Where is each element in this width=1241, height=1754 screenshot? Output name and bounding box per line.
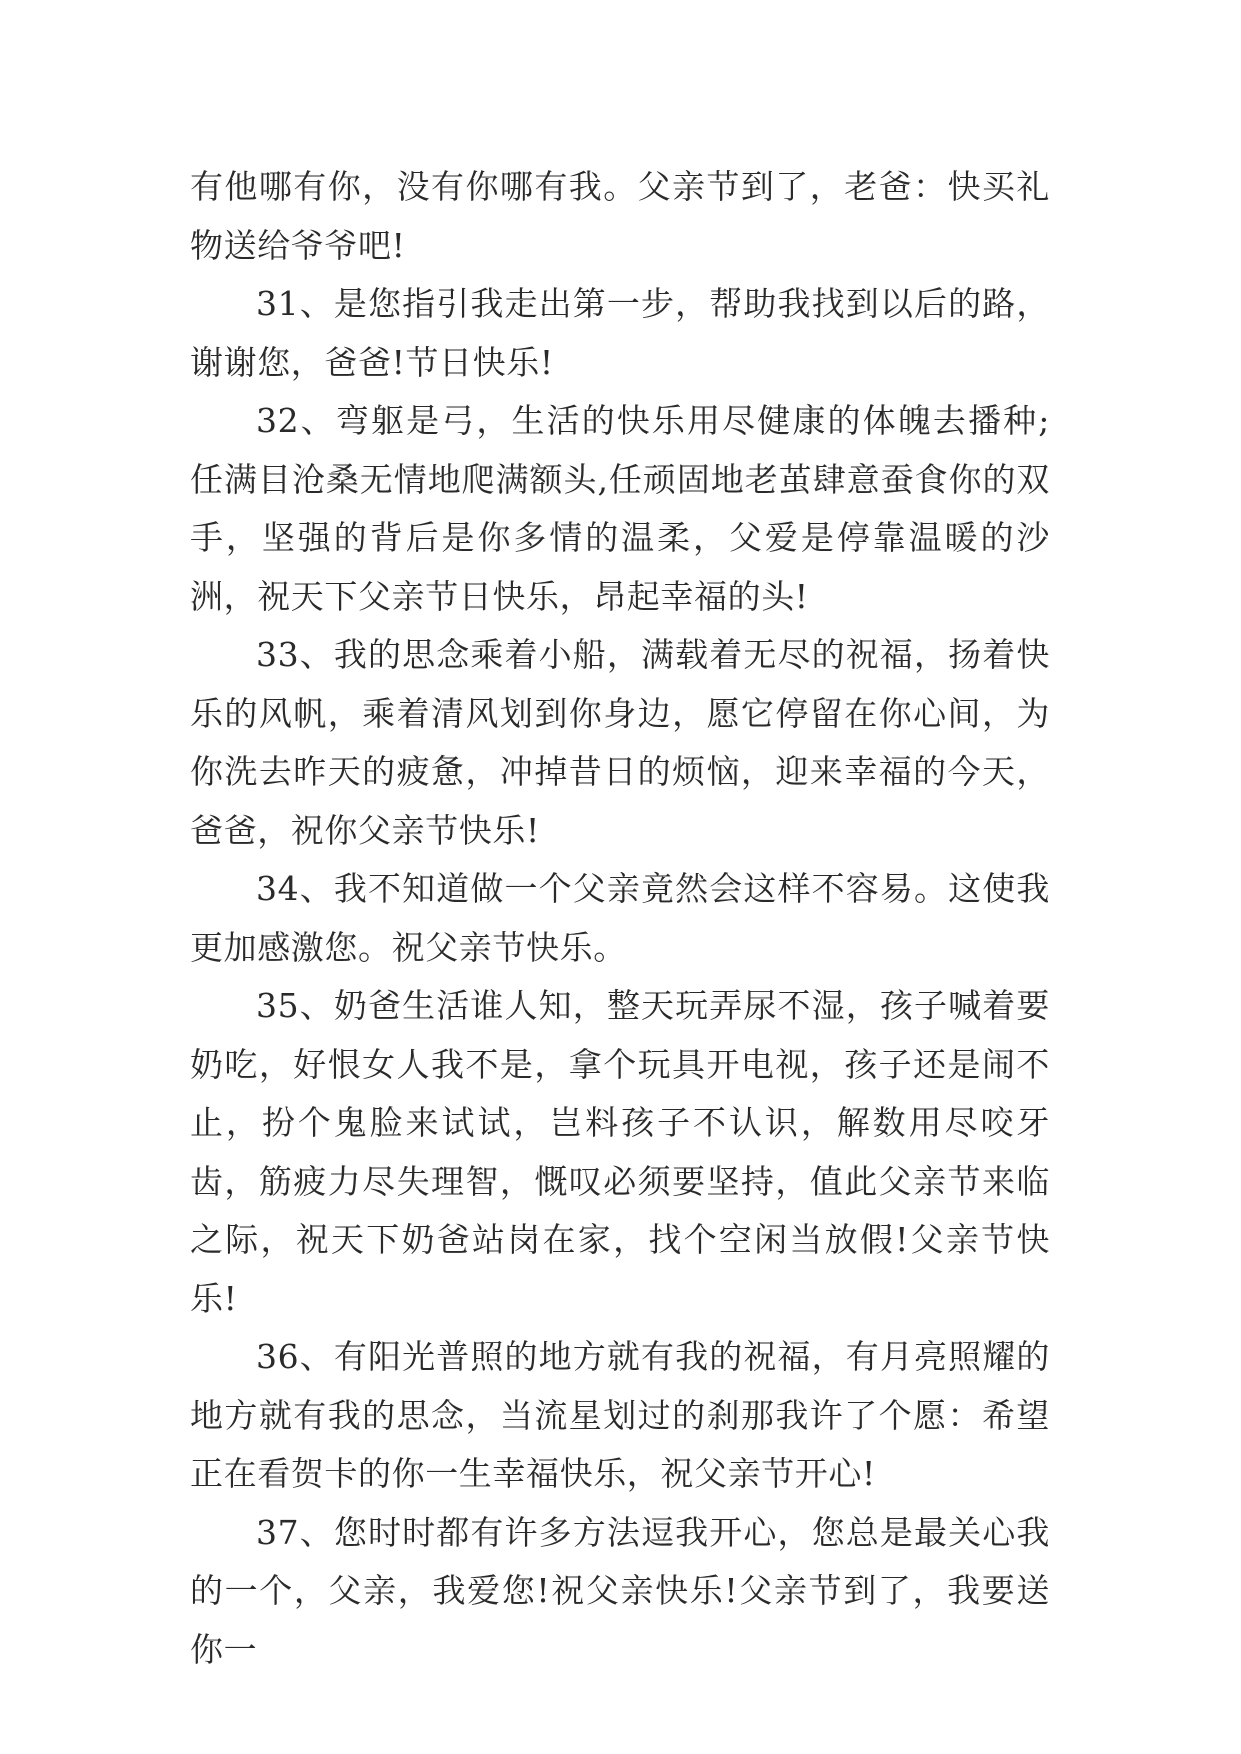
paragraph-31: 31、是您指引我走出第一步，帮助我找到以后的路，谢谢您，爸爸!节日快乐! bbox=[190, 284, 1050, 382]
paragraph-36: 36、有阳光普照的地方就有我的祝福，有月亮照耀的地方就有我的思念，当流星划过的刹那我许了个愿：希望正在看贺卡的你一生幸福快乐，祝父亲节开心! bbox=[190, 1337, 1050, 1493]
paragraph-37: 37、您时时都有许多方法逗我开心，您总是最关心我的一个，父亲，我爱您!祝父亲快乐!父亲节到了，我要送你一 bbox=[190, 1512, 1050, 1669]
document-body bbox=[190, 158, 1050, 1679]
paragraph-33: 33、我的思念乘着小船，满载着无尽的祝福，扬着快乐的风帆，乘着清风划到你身边，愿它停留在你心间，为你洗去昨天的疲惫，冲掉昔日的烦恼，迎来幸福的今天，爸爸，祝你父亲节快乐! bbox=[190, 635, 1050, 850]
paragraph-continuation: 有他哪有你，没有你哪有我。父亲节到了，老爸：快买礼物送给爷爷吧! bbox=[190, 167, 1050, 265]
paragraph-35: 35、奶爸生活谁人知，整天玩弄尿不湿，孩子喊着要奶吃，好恨女人我不是，拿个玩具开电视，孩子还是闹不止，扮个鬼脸来试试，岂料孩子不认识，解数用尽咬牙齿，筋疲力尽失理智，慨叹必须要坚持，值此父亲节来临之际，祝天下奶爸站岗在家，找个空闲当放假!父亲节快乐! bbox=[190, 986, 1050, 1318]
paragraph-34: 34、我不知道做一个父亲竟然会这样不容易。这使我更加感激您。祝父亲节快乐。 bbox=[190, 869, 1050, 967]
paragraph-32: 32、弯躯是弓，生活的快乐用尽健康的体魄去播种;任满目沧桑无情地爬满额头,任顽固地老茧肆意蚕食你的双手，坚强的背后是你多情的温柔，父爱是停靠温暖的沙洲，祝天下父亲节日快乐，昂起幸福的头! bbox=[190, 401, 1050, 616]
